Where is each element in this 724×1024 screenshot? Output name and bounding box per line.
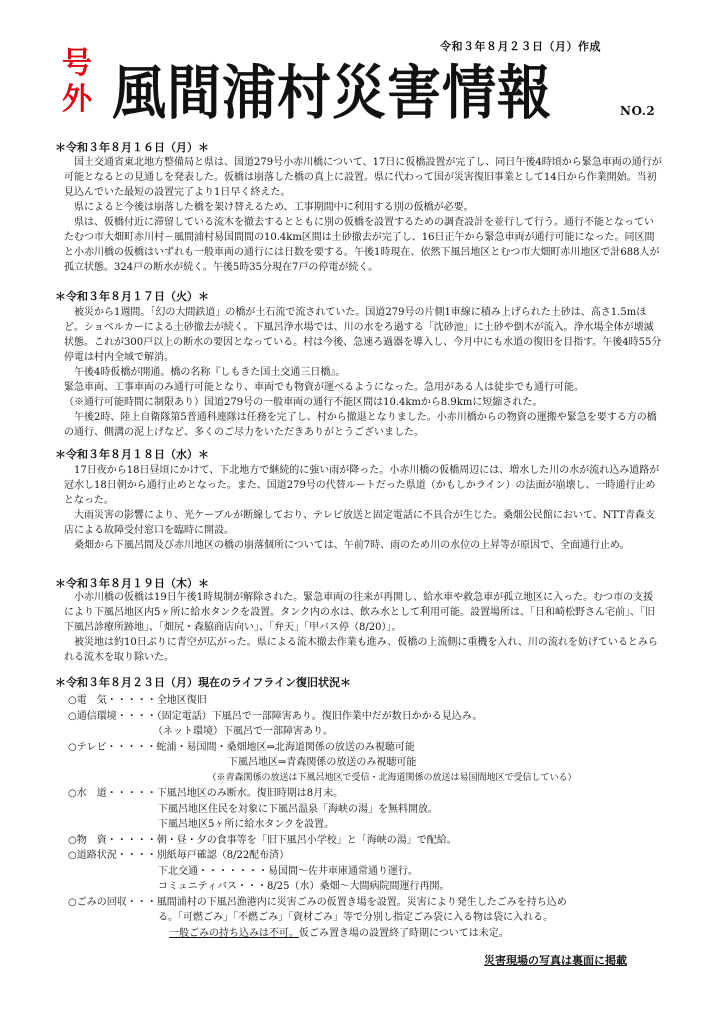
collection-end-notice: 仮ごみ置き場の設置終了時期については未定。 <box>299 927 509 939</box>
section-body-0818 <box>64 463 662 553</box>
lifeline-line: （ネット環境）下風呂で一部障害あり。 <box>68 726 333 737</box>
page-title: 風間浦村災害情報 <box>112 58 552 128</box>
lifeline-line: （※青森関係の放送は下風呂地区で受信・北海道関係の放送は易国間地区で受信している） <box>68 772 577 783</box>
paragraph: 県は、仮橋付近に滞留している流木を撤去するとともに別の仮橋を設置するための調査設計を並行して行う。通行不能となっていたむつ市大畑町赤川村－風間浦村易国間間の10.4km区間は土砂撤去が完了し、16日正午から緊急車両が通行可能になった。同区間と小赤川橋の仮橋はいずれも一般車両の通行には日数を要する。午後1時現在、依然下風呂地区とむつ市大畑町赤川地区で計688人が孤立状態。324戸の断水が続く。午後5時35分現在7戸の停電が続く。 <box>64 217 660 273</box>
lifeline-status-list <box>68 693 668 941</box>
paragraph: 桑畑から下風呂間及び赤川地区の橋の崩落個所については、午前7時、雨のため川の水位の上昇等が原因で、全面通行止め。 <box>74 540 630 551</box>
lifeline-line: 下風呂地区⇒青森関係の放送のみ視聴可能 <box>68 757 417 768</box>
section-heading-0818: ＊令和３年８月１８日（水）＊ <box>55 448 209 461</box>
lifeline-line: ○道路状況・・・・別紙毎戸確認（8/22配布済） <box>68 850 290 861</box>
paragraph: （※通行可能時間に制限あり）国道279号の一般車両の通行不能区間は10.4kmから8.9kmに短縮された。 <box>64 397 543 408</box>
paragraph: 被災地は約10日ぶりに青空が広がった。県による流木撤去作業も進み、仮橋の上流側に重機を入れ、川の流れを妨げているとみられる流木を取り除いた。 <box>64 637 658 663</box>
general-garbage-notice: 一般ごみの持ち込みは不可。 <box>169 927 299 939</box>
paragraph: 小赤川橋の仮橋は19日午後1時規制が解除された。緊急車両の往来が再開し、給水車や救急車が孤立地区に入った。むつ市の支援により下風呂地区内5ヶ所に給水タンクを設置。タンク内の水は、飲み水として利用可能。設置場所は、「日和崎松野さん宅前」、「旧下風呂診療所跡地」、「畑尻・森脇商店向い」、「弁天」「甲バス停（8/20）」。 <box>64 592 655 633</box>
lifeline-line: る。「可燃ごみ」「不燃ごみ」「資材ごみ」等で分別し指定ごみ袋に入る物は袋に入れる。 <box>68 912 553 923</box>
lifeline-line: 下北交通・・・・・・・易国間～佐井車庫通常通り運行。 <box>68 865 418 877</box>
paragraph: 大雨災害の影響により、光ケーブルが断線しており、テレビ放送と固定電話に不具合が生じた。桑畑公民館において、NTT青森支店による故障受付窓口を臨時に開設。 <box>64 510 655 536</box>
lifeline-line: ○水 道・・・・・下風呂地区のみ断水。復旧時期は8月末。 <box>68 788 344 799</box>
lifeline-line: ○テレビ・・・・・蛇浦・易国間・桑畑地区⇒北海道関係の放送のみ視聴可能 <box>68 741 415 753</box>
paragraph: 17日夜から18日昼頃にかけて、下北地方で継続的に強い雨が降った。小赤川橋の仮橋周辺には、増水した川の水が流れ込み道路が冠水し18日朝から通行止めとなった。また、国道279号の代替ルートだった県道（かもしかライン）の法面が崩壊し、一時通行止めとなった。 <box>64 465 660 506</box>
section-body-0816 <box>64 155 662 275</box>
paragraph: 午後4時仮橋が開通。橋の名称『しもきた国土交通三日橋』。 <box>74 367 346 378</box>
lifeline-line: コミュニティバス・・・8/25（水）桑畑～大間病院間運行再開。 <box>68 881 450 892</box>
paragraph: 県によると今後は崩落した橋を架け替えるため、工事期間中に利用する別の仮橋が必要。 <box>74 202 474 213</box>
paragraph: 国土交通省東北地方整備局と県は、国道279号小赤川橋について、17日に仮橋設置が完了し、同日午後4時頃から緊急車両の通行が可能となるとの見通しを発表した。仮橋は崩落した橋の真上に設置。県に代わって国が災害復旧事業として14日から作業開始。当初見込んでいた最短の設置完了より1日早く終えた。 <box>64 157 662 198</box>
paragraph: 被災から1週間。「幻の大間鉄道」の橋が土石流で流されていた。国道279号の片側1車線に積み上げられた土砂は、高さ1.5mほど。ショベルカーによる土砂撤去が続く。下風呂浄水場では、川の水をろ過する「沈砂池」に土砂や倒木が流入。浄水場全体が壊滅状態。これが300戸以上の断水の要因となっている。村は今後、急速ろ過器を導入し、今月中にも水道の復旧を目指す。午後4時55分停電は村内全域で解消。 <box>64 307 662 363</box>
issue-number: NO.2 <box>620 104 656 118</box>
photo-notice: 災害現場の写真は裏面に掲載 <box>484 954 627 967</box>
paragraph: 午後2時、陸上自衛隊第5普通科連隊は任務を完了し、村から撤退となりました。小赤川橋からの物資の運搬や緊急を要する方の橋の通行、側溝の泥上げなど、多くのご尽力をいただきありがとうございました。 <box>64 412 657 438</box>
lifeline-line: ○電 気・・・・・全地区復旧 <box>68 695 207 706</box>
lifeline-heading: ＊令和３年８月２３日（月）現在のライフライン復旧状況＊ <box>55 676 352 689</box>
extra-edition-mark: 号外 <box>62 46 92 117</box>
section-heading-0817: ＊令和３年８月１７日（火）＊ <box>55 290 209 303</box>
lifeline-line: ○物 資・・・・・朝・昼・夕の食事等を「旧下風呂小学校」と「海峡の湯」で配給。 <box>68 834 457 846</box>
lifeline-line: 下風呂地区住民を対象に下風呂温泉「海峡の湯」を無料開放。 <box>68 803 438 815</box>
lifeline-line: ○通信環境・・・・（固定電話）下風呂で一部障害あり。復旧作業中だが数日かかる見込み。 <box>68 710 483 722</box>
lifeline-line: 下風呂地区5ヶ所に給水タンクを設置。 <box>68 819 335 830</box>
section-body-0817 <box>64 305 662 440</box>
section-body-0819 <box>64 590 662 665</box>
lifeline-line: ○ごみの回収・・・風間浦村の下風呂漁港内に災害ごみの仮置き場を設置。災害により発生したごみを持ち込め <box>68 896 567 908</box>
lifeline-line-last <box>68 926 668 942</box>
section-heading-0819: ＊令和３年８月１９日（木）＊ <box>55 577 209 590</box>
paragraph: 緊急車両、工事車両のみ通行可能となり、車両でも物資が運べるようになった。急用がある人は徒歩でも通行可能。 <box>64 382 584 393</box>
section-heading-0816: ＊令和３年８月１６日（月）＊ <box>55 141 209 154</box>
creation-date: 令和３年８月２３日（月）作成 <box>440 40 601 53</box>
